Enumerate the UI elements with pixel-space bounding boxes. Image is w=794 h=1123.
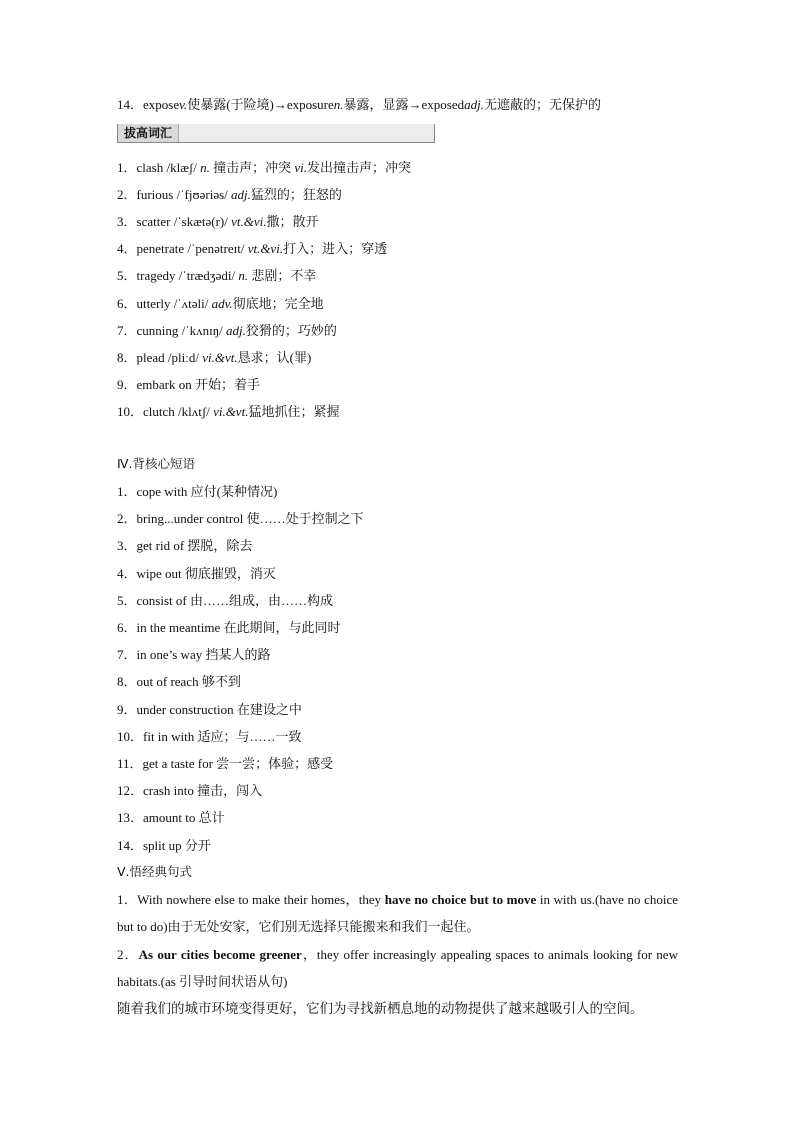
- sentence-text: 1．With nowhere else to make their homes，they: [117, 892, 385, 907]
- definition: 打入；进入；穿透: [283, 241, 388, 257]
- item-number: 7．: [117, 322, 137, 338]
- vocab-item: [117, 267, 694, 285]
- section-header-label: 拔高词汇: [118, 124, 179, 142]
- vocab-item: [117, 376, 694, 394]
- definition: 无遮蔽的；无保护的: [484, 97, 602, 112]
- phrase-item: 9．under construction 在建设之中: [117, 701, 302, 717]
- definition: 恳求；认(罪): [237, 349, 312, 365]
- definition: 发出撞击声；冲突: [306, 160, 411, 175]
- phrase-item: 7．in one’s way 挡某人的路: [117, 647, 271, 663]
- word: penetrate /ˈpenətreɪt/: [136, 241, 248, 257]
- sentence-highlight: have no choice but to move: [384, 892, 537, 907]
- item-number: 3．: [117, 214, 137, 230]
- part-of-speech: vi.: [294, 160, 307, 175]
- part-of-speech: vt.&vi.: [247, 241, 284, 257]
- part-of-speech: v.: [179, 97, 188, 112]
- vocab-item: [117, 349, 694, 367]
- vocab-item: [117, 186, 694, 204]
- part-of-speech: adj.: [464, 97, 485, 112]
- word: plead /pliːd/: [136, 349, 203, 365]
- vocab-item: [117, 213, 694, 231]
- phrase-item: 5．consist of 由……组成，由……构成: [117, 592, 333, 608]
- phrase-item: 3．get rid of 摆脱，除去: [117, 538, 253, 554]
- word: clutch /klʌtʃ/: [143, 403, 214, 419]
- part-of-speech: adj.: [226, 322, 246, 338]
- word: embark on: [136, 376, 195, 392]
- word: cunning /ˈkʌnɪŋ/: [136, 322, 226, 338]
- definition: 开始；着手: [195, 376, 261, 392]
- item-number: 8．: [117, 349, 137, 365]
- item-number: 1．: [117, 160, 137, 175]
- section-4-title: Ⅳ.背核心短语: [117, 456, 196, 471]
- definition: 狡猾的；巧妙的: [245, 322, 337, 338]
- vocab-item-14: [117, 96, 694, 114]
- definition: 猛烈的；狂怒的: [250, 187, 342, 203]
- part-of-speech: vt.&vi.: [231, 214, 267, 230]
- item-number: 2．: [117, 187, 137, 203]
- section-header-box: [117, 124, 435, 143]
- definition: 撒；散开: [266, 214, 319, 230]
- part-of-speech: vi.&vt.: [213, 403, 249, 419]
- phrase-item: 8．out of reach 够不到: [117, 674, 241, 690]
- part-of-speech: vi.&vt.: [202, 349, 238, 365]
- part-of-speech: n.: [238, 268, 249, 284]
- sentence-2: [117, 941, 678, 995]
- vocab-item: [117, 295, 694, 313]
- phrase-item: 12．crash into 撞击，闯入: [117, 783, 263, 799]
- vocab-item: [117, 240, 694, 258]
- sentence-highlight: As our cities become greener: [138, 947, 302, 962]
- phrase-item: 11．get a taste for 尝一尝；体验；感受: [117, 756, 334, 771]
- phrase-item: 14．split up 分开: [117, 837, 211, 853]
- vocab-item: [117, 159, 694, 177]
- vocab-item: [117, 322, 694, 340]
- section-5-title: Ⅴ.悟经典句式: [117, 864, 193, 879]
- word: utterly /ˈʌtəli/: [136, 295, 212, 311]
- item-number: 4．: [117, 241, 137, 257]
- word: expose: [143, 97, 180, 112]
- word: tragedy /ˈtrædʒədi/: [136, 268, 239, 284]
- sentence-text: 2．: [117, 947, 139, 962]
- definition: 彻底地；完全地: [232, 295, 324, 311]
- part-of-speech: adj.: [231, 187, 251, 203]
- sentence-text: ，they offer increasingly appealing spaces to animals looking for new habitats.(as 引导时间状语从句): [117, 947, 678, 989]
- sentence-text: in with us.(have no choice but to do)由于无处安家，它们别无选择只能搬来和我们一起住。: [117, 892, 678, 934]
- word: furious /ˈfjʊəriəs/: [136, 187, 232, 203]
- part-of-speech: adv.: [211, 295, 233, 311]
- phrase-item: 13．amount to 总计: [117, 810, 225, 826]
- item-number: 6．: [117, 295, 137, 311]
- definition: 使暴露(于险境)→exposure: [187, 97, 334, 112]
- phrase-item: 6．in the meantime 在此期间，与此同时: [117, 620, 341, 635]
- word: clash /klæʃ/: [136, 160, 201, 175]
- item-number: 14．: [117, 97, 144, 112]
- phrase-item: 10．fit in with 适应；与……一致: [117, 728, 302, 744]
- sentence-1: [117, 886, 678, 940]
- item-number: 10．: [117, 403, 144, 419]
- phrase-item: 1．cope with 应付(某种情况): [117, 484, 278, 499]
- sentence-2-translation: 随着我们的城市环境变得更好，它们为寻找新栖息地的动物提供了越来越吸引人的空间。: [117, 1001, 644, 1016]
- part-of-speech: n.: [333, 97, 344, 112]
- part-of-speech: n.: [200, 160, 210, 175]
- definition: 悲剧；不幸: [248, 268, 317, 284]
- item-number: 9．: [117, 376, 137, 392]
- phrase-item: 4．wipe out 彻底摧毁，消灭: [117, 565, 276, 581]
- item-number: 5．: [117, 268, 137, 284]
- definition: 暴露，显露→exposed: [343, 97, 465, 112]
- definition: 撞击声；冲突: [209, 160, 295, 175]
- word: scatter /ˈskætə(r)/: [136, 214, 232, 230]
- definition: 猛地抓住；紧握: [248, 403, 340, 419]
- vocab-item: [117, 403, 694, 421]
- phrase-item: 2．bring...under control 使……处于控制之下: [117, 511, 364, 527]
